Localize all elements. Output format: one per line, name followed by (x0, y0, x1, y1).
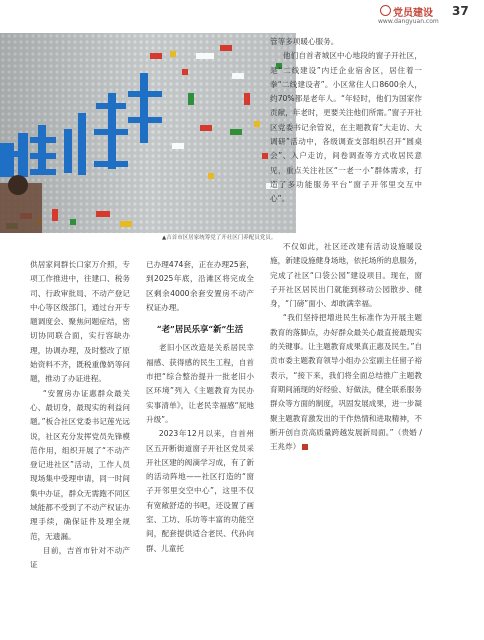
paragraph-text: “我们坚持把增进民生标准作为开展主题教育的落脚点，办好群众最关心最直接最现实的关键事。让主题教育成果真正惠及民生。”自贡市委主题教育领导小组办公室副主任留子裕表示，“接下来，我们将全面总结推广主题教育期间涌现的好经验、好做法，健全联系服务群众等方面的制度，巩固发展成果，进一步凝聚主题教育激发出的干作热情和进取精神，不断开创自贡高质量跨越发展新局面。”（贵婚 / 王兆炸） (270, 313, 423, 452)
article-column-right-bottom (270, 240, 422, 454)
section-heading: “老”居民乐享“新”生活 (156, 324, 244, 335)
page-number: 37 (452, 4, 469, 18)
paragraph: 目前，吉首市针对不动产证 (30, 545, 130, 570)
paragraph: 管等多项暖心服务。 (270, 37, 339, 46)
logo-emblem-icon (380, 5, 391, 16)
article-end-icon (302, 444, 308, 450)
website-url: www.dangyuan.com (378, 18, 439, 25)
article-column-right-top (270, 35, 422, 207)
logo-title: 党员建设 (393, 8, 433, 19)
paragraph: 他们自首者城区中心地段的窗子开社区，是“二线建设”内迁企业宿舍区，居住着一拳“二线建设者”。小区常住人口8600余人，约70%都是老年人。“年轻时，他们为国家作贡献，年老时，更要关注他们所需。”窗子开社区党委书记余管说，在主题教育“大走访、大调研”活动中，各级调查支部组织召开“圆桌会”、入户走访，间卷调查等方式收居民意见，重点关注社区“一老一小”群体需求，打造了多功能服务平台“窗子开邻里交互中心”。 (270, 51, 423, 204)
lego-wall-image (0, 33, 296, 233)
article-column-left (30, 258, 130, 573)
paragraph: 老旧小区改造是关系居民幸福感、获得感的民生工程，自首市把“综合整治提升一批老旧小区环境”列入《主题教育为民办实事清单》，让老民幸福感“屁地升级”。 (146, 343, 254, 424)
paragraph: 2023年12月以来，自首州区五开断街道窗子开社区党员采开社区建的阀滴学习成，有了新的活动阵地——社区打造的“窗子开邻里交空中心”，这里不仅有宽敞舒适的书吧，还设置了画室、工坊、乐坊等丰富的功能空间，配套提供适合老民、代孙向群、儿童托 (146, 429, 254, 553)
article-column-middle (146, 258, 254, 556)
paragraph: 供居家间群长口家万介照，专项工作推进中，往建口、税务司、行政审批局、不动产登记中心等区级部门，通过台开专题调度会、聚焦问题症结，密切协同联合面，实行容缺办理，协调办理，及时整改了原始资料不齐，既税重像奶等问题，推动了办证进程。 (30, 260, 130, 384)
paragraph (270, 311, 422, 454)
photo-caption: ▲吉首市区居家统筹党了开社区门养配员党员。 (162, 235, 277, 241)
paragraph: 不仅如此，社区还改建有活动设施暖设施，新建设施健身场地，依托场所的息服务，完成了社区“口袋公园”建设项目。现在，窗子开社区居民出门就能到移动公园散步、健身，“门磅”面小、却敢满幸福。 (270, 242, 422, 309)
magazine-logo (380, 3, 442, 19)
paragraph: 已办理474套，正在办理25套，到2025年底，沿滩区将完成全区剩余4000余套安置房不动产权证办理。 (146, 260, 254, 312)
article-photo (0, 33, 296, 233)
paragraph: “安置房办证惠群众最关心、最切身，最现实的利益问题。”板合社区党委书记莲光远说，社区充分发挥党员先锋模范作用，组织开展了“不动产登记进社区”活动，工作人员现场集中受理申请，同一时间集中办证，群众无需跑不同区域能都不受到了不动产权证办理手续，确保证件及理全规范，无遗漏。 (30, 388, 130, 541)
